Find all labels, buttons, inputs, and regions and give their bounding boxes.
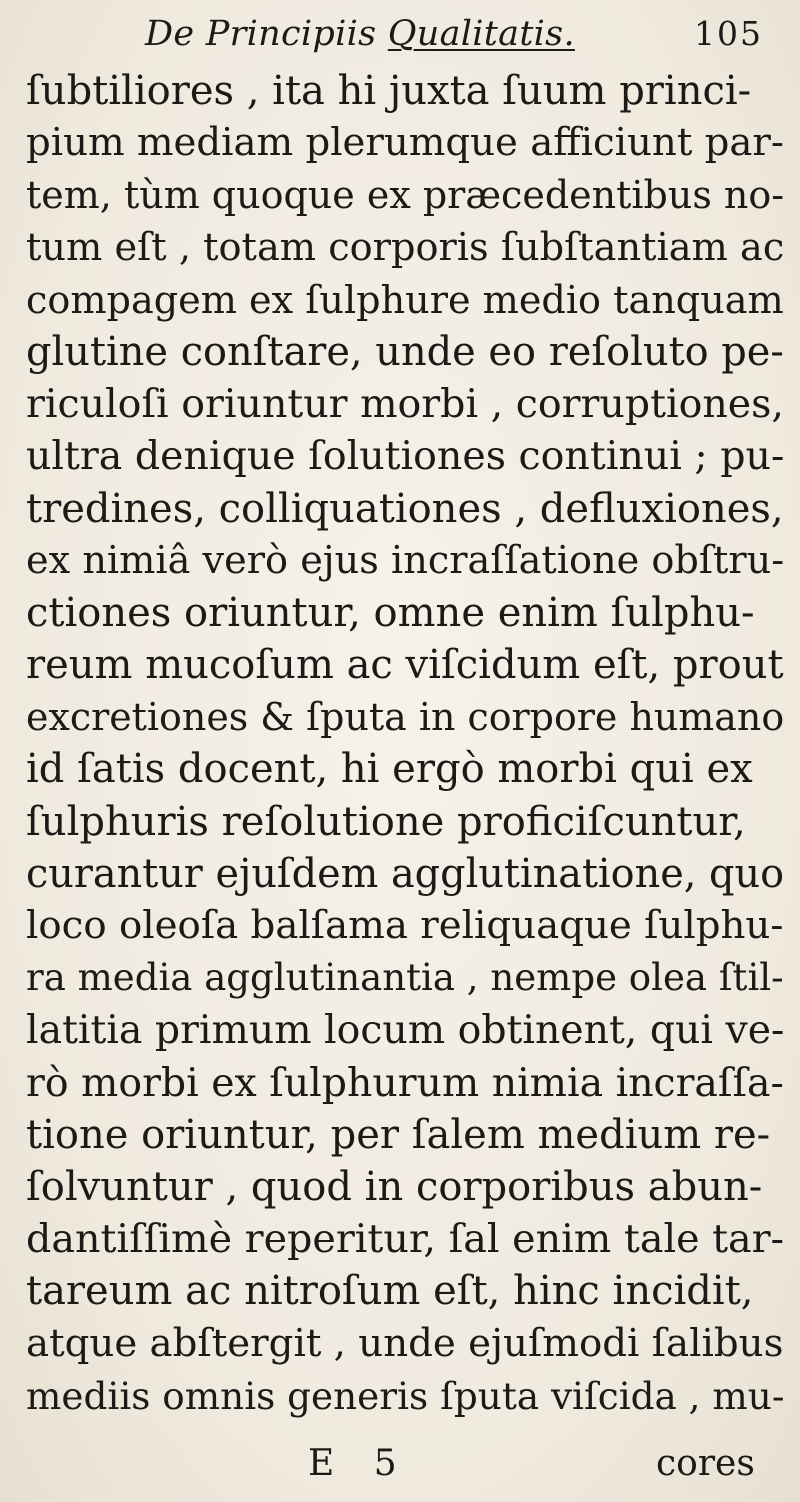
text-line: curantur ejuſdem agglutinatione, quo <box>26 850 785 897</box>
text-line: tione oriuntur, per ſalem medium re- <box>26 1111 771 1158</box>
text-line: id ſatis docent, hi ergò morbi qui ex <box>26 746 753 793</box>
text-line: excretiones & ſputa in corpore humano <box>26 695 785 740</box>
text-line: tredines, colliquationes , defluxiones, <box>26 485 784 532</box>
text-line: dantiſſimè reperitur, ſal enim tale tar- <box>26 1216 784 1263</box>
running-title-part2: Qualitatis. <box>387 14 575 54</box>
text-line: ctiones oriuntur, omne enim ſulphu- <box>26 589 755 636</box>
text-line: ultra denique ſolutiones continui ; pu- <box>26 433 785 480</box>
text-line: ra media agglutinantia , nempe olea ſtil- <box>26 956 784 1000</box>
running-title-part1: De Principiis <box>145 14 388 54</box>
text-line: latitia primum locum obtinent, qui ve- <box>26 1007 785 1054</box>
catchword: cores <box>656 1443 755 1484</box>
text-line: riculoſi oriuntur morbi , corruptiones, <box>26 381 784 428</box>
body-text <box>26 65 786 1422</box>
text-line: tareum ac nitroſum eſt, hinc incidit, <box>26 1268 754 1315</box>
text-line: ſolvuntur , quod in corporibus abun- <box>26 1163 763 1210</box>
text-line: ex nimiâ verò ejus incraſſatione obſtru- <box>26 538 785 583</box>
text-line: tum eſt , totam corporis ſubſtantiam ac <box>26 224 785 270</box>
text-line: compagem ex ſulphure medio tanquam <box>26 277 784 322</box>
text-line: ſulphuris reſolutione proficiſcuntur, <box>26 798 746 845</box>
text-line: atque abſtergit , unde ejuſmodi ſalibus <box>26 1320 784 1366</box>
page-header <box>0 10 800 60</box>
text-line: mediis omnis generis ſputa viſcida , mu- <box>26 1373 785 1418</box>
text-line: glutine conſtare, unde eo reſoluto pe- <box>26 328 784 375</box>
running-title <box>145 12 575 56</box>
text-line: tem, tùm quoque ex præcedentibus no- <box>26 173 785 218</box>
page-number: 105 <box>694 14 763 53</box>
text-line: pium mediam plerumque afficiunt par- <box>26 120 784 166</box>
text-line: reum mucoſum ac viſcidum eſt, prout <box>26 642 784 689</box>
text-line: loco oleoſa balſama reliquaque ſulphu- <box>26 903 784 948</box>
signature-mark: E 5 <box>308 1443 411 1484</box>
page-footer <box>0 1438 800 1490</box>
text-line: rò morbi ex ſulphurum nimia incraſſa- <box>26 1059 784 1106</box>
text-line: ſubtiliores , ita hi juxta ſuum princi- <box>26 68 752 114</box>
